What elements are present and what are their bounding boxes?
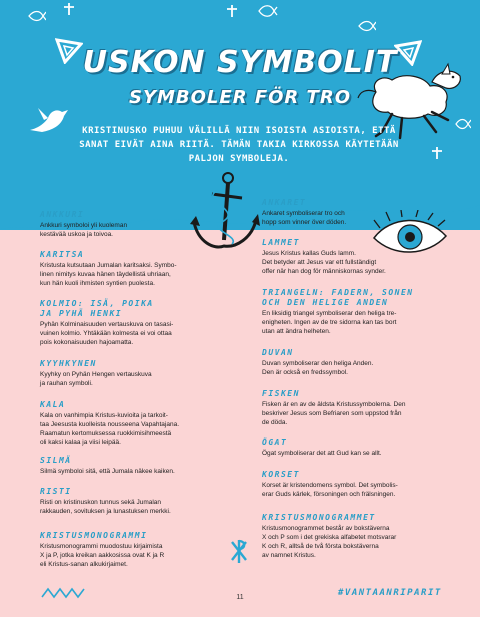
entry-heading: FISKEN xyxy=(262,389,300,398)
entry-heading: RISTI xyxy=(40,487,72,496)
entry-text: Duvan symboliserar den heliga Anden. Den är också en fredssymbol. xyxy=(262,360,374,376)
entry-lammet xyxy=(262,238,452,276)
entry-silma xyxy=(40,456,226,476)
entry-ankaret xyxy=(262,198,452,227)
entry-heading: KORSET xyxy=(262,470,300,479)
entry-heading: KALA xyxy=(40,400,66,409)
page-number: 11 xyxy=(236,594,244,601)
entry-text: Silmä symboloi sitä, että Jumala näkee kaiken. xyxy=(40,468,175,475)
entry-kristusmonogrammet xyxy=(262,513,452,560)
entry-heading: KOLMIO: ISÄ, POIKA JA PYHÄ HENKI xyxy=(40,299,154,318)
squiggle-icon xyxy=(40,585,86,601)
dove-icon xyxy=(28,104,70,136)
hashtag: #VANTAANRIPARIT xyxy=(338,588,442,598)
entry-kolmio xyxy=(40,299,226,347)
entry-text: En liksidig triangel symboliserar den heliga tre- enigheten. Ingen av de tre sidorna kan tas bort utan att ändra helheten. xyxy=(262,310,397,335)
entry-kyyhkynen xyxy=(40,359,226,388)
entry-risti xyxy=(40,487,226,516)
entry-text: Ankaret symboliserar tro och hopp som vinner över döden. xyxy=(262,210,347,226)
entry-heading: ANKARET xyxy=(262,198,307,207)
entry-text: Ankkuri symboloi yli kuoleman kestävää uskoa ja toivoa. xyxy=(40,222,128,238)
entry-text: Kyyhky on Pyhän Hengen vertauskuva ja rauhan symboli. xyxy=(40,371,152,387)
entry-text: Kala on vanhimpia Kristus-kuvioita ja tarkoit- taa Jeesusta kuolleista nousseena Vapahtajana. Raamatun kertomuksessa ruokkimisihmeestä oli kaksi kalaa ja viisi leipää. xyxy=(40,412,180,446)
entry-text: Pyhän Kolminaisuuden vertauskuva on tasasi- vuinen kolmio. Yhtäkään kolmesta ei voi ottaa pois kokonaisuuden hajoamatta. xyxy=(40,321,174,346)
entry-duvan xyxy=(262,348,452,377)
entry-text: Kristusmonogrammi muodostuu kirjaimista X ja P, jotka kreikan aakkosissa ovat K ja R eli Kristus-sanan alkukirjaimet. xyxy=(40,543,165,568)
entry-text: Kristusta kutsutaan Jumalan karitsaksi. Symbo- linen nimitys kuvaa hänen täydellistä uhriaan, kun hän kuoli ihmisten syntien puolesta. xyxy=(40,262,177,287)
fish-icon xyxy=(258,4,278,18)
entry-heading: TRIANGELN: FADERN, SONEN OCH DEN HELIGE ANDEN xyxy=(262,288,414,307)
entry-heading: KRISTUSMONOGRAMMI xyxy=(40,531,148,540)
chi-rho-icon xyxy=(228,538,250,564)
entry-text: Kristusmonogrammet består av bokstäverna X och P som i det grekiska alfabetet motsvarar K och R, alltså de två första bokstäverna av namnet Kristus. xyxy=(262,525,397,559)
entry-text: Risti on kristinuskon tunnus sekä Jumalan rakkauden, sovituksen ja lunastuksen merkki. xyxy=(40,499,171,515)
entry-heading: LAMMET xyxy=(262,238,300,247)
page-title: USKON SYMBOLIT xyxy=(82,45,398,80)
entry-ogat xyxy=(262,438,452,458)
entry-heading: DUVAN xyxy=(262,348,294,357)
cross-icon xyxy=(62,2,76,16)
fish-icon xyxy=(358,20,376,32)
entry-kristusmonogrammi xyxy=(40,531,226,569)
entry-heading: KYYHKYNEN xyxy=(40,359,97,368)
entry-heading: ÖGAT xyxy=(262,438,288,447)
cross-icon xyxy=(430,146,444,160)
entry-korset xyxy=(262,470,452,499)
entry-text: Fisken är en av de äldsta Kristussymbolerna. Den beskriver Jesus som Befriaren som uppstod från de döda. xyxy=(262,401,406,426)
entry-fisken xyxy=(262,389,452,427)
entry-heading: KARITSA xyxy=(40,250,85,259)
entry-karitsa xyxy=(40,250,226,288)
page-subtitle: SYMBOLER FÖR TRO xyxy=(129,87,351,108)
entry-heading: KRISTUSMONOGRAMMET xyxy=(262,513,376,522)
fish-icon xyxy=(28,10,46,22)
entry-triangeln xyxy=(262,288,452,336)
entry-ankkuri xyxy=(40,210,226,239)
entry-heading: SILMÄ xyxy=(40,456,72,465)
entry-kala xyxy=(40,400,226,447)
intro-text: KRISTINUSKO PUHUU VÄLILLÄ NIIN ISOISTA ASIOISTA, ETTÄ SANAT EIVÄT AINA RIITÄ. TÄMÄN TAKIA KIRKOSSA KÄYTETÄÄN PALJON SYMBOLEJA. xyxy=(79,126,399,164)
cross-icon xyxy=(225,4,239,18)
entry-text: Ögat symboliserar det att Gud kan se allt. xyxy=(262,450,382,457)
entry-text: Korset är kristendomens symbol. Det symbolis- erar Guds kärlek, försoningen och frälsningen. xyxy=(262,482,398,498)
entry-text: Jesus Kristus kallas Guds lamm. Det betyder att Jesus var ett fullständigt offer när han dog för människornas synder. xyxy=(262,250,386,275)
entry-heading: ANKKURI xyxy=(40,210,85,219)
